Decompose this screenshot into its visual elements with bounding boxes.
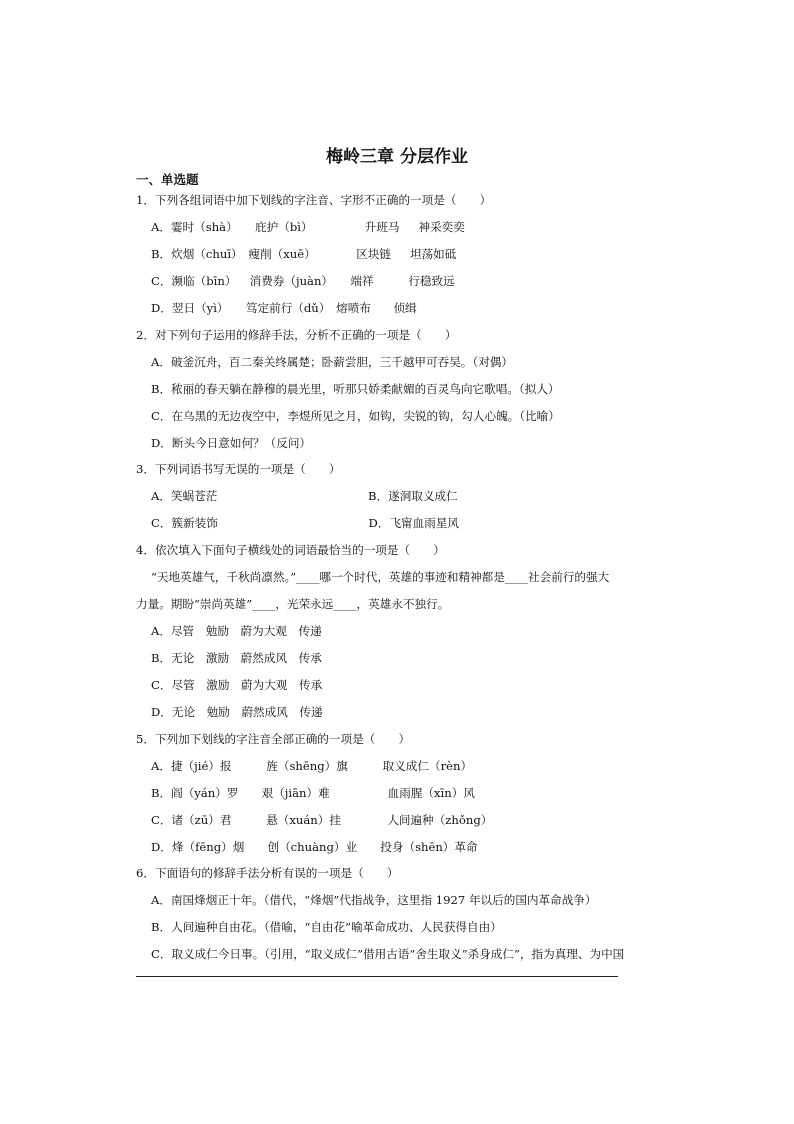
question-5-option-d: D．烽（fēng）烟 创（chuàng）业 投身（shēn）革命 bbox=[151, 840, 478, 854]
question-2-option-c: C．在乌黑的无边夜空中，李煜所见之月，如钩，尖锐的钩，勾人心魄。（比喻） bbox=[151, 409, 560, 423]
question-5-option-b: B．阎（yán）罗 艰（jiān）难 血雨腥（xīn）风 bbox=[151, 786, 475, 800]
question-4-option-d: D．无论 勉励 蔚然成风 传递 bbox=[151, 705, 323, 719]
question-4-stem: 4．依次填入下面句子横线处的词语最恰当的一项是（ ） bbox=[136, 543, 445, 557]
question-6-option-c: C．取义成仁今日事。（引用，“取义成仁”借用古语“舍生取义”杀身成仁”，指为真理、为中国 bbox=[151, 947, 625, 961]
question-2-stem: 2．对下列句子运用的修辞手法，分析不正确的一项是（ ） bbox=[136, 328, 457, 342]
question-3-stem: 3．下列词语书写无误的一项是（ ） bbox=[136, 462, 341, 476]
question-2-option-d: D．断头今日意如何？（反问） bbox=[151, 436, 312, 450]
question-4-option-a: A．尽管 勉励 蔚为大观 传递 bbox=[151, 624, 322, 638]
question-3-options-cd: C．簇新装饰 D．飞甯血雨星风 bbox=[151, 516, 460, 530]
question-1-option-d: D．翌日（yì） 笃定前行（dǔ） 熔喷布 侦缉 bbox=[151, 301, 417, 315]
section-heading: 一、单选题 bbox=[136, 172, 199, 187]
question-1-stem: 1．下列各组词语中加下划线的字注音、字形不正确的一项是（ ） bbox=[136, 193, 492, 207]
footer-divider bbox=[136, 976, 618, 977]
question-5-option-a: A．捷（jié）报 旌（shēng）旗 取义成仁（rèn） bbox=[151, 759, 473, 773]
question-4-passage-line-1: “天地英雄气，千秋尚凛然。”____哪一个时代，英雄的事迹和精神都是____社会前行的强大 bbox=[151, 570, 610, 584]
question-5-option-c: C．诸（zū）君 悬（xuán）挂 人间遍种（zhǒng） bbox=[151, 813, 493, 827]
question-1-option-b: B．炊烟（chuī） 瘦削（xuē） 区块链 坦荡如砥 bbox=[151, 247, 457, 261]
question-3-options-ab: A．笑蜗苍茫 B．遂洞取义成仁 bbox=[151, 489, 458, 503]
question-6-option-a: A．南国烽烟正十年。（借代，“烽烟”代指战争，这里指 1927 年以后的国内革命战争） bbox=[151, 893, 597, 907]
question-4-option-b: B．无论 激励 蔚然成风 传承 bbox=[151, 651, 322, 665]
page-title: 梅岭三章 分层作业 bbox=[326, 147, 468, 167]
question-5-stem: 5．下列加下划线的字注音全部正确的一项是（ ） bbox=[136, 732, 411, 746]
question-4-option-c: C．尽管 激励 蔚为大观 传承 bbox=[151, 678, 323, 692]
question-6-stem: 6．下面语句的修辞手法分析有误的一项是（ ） bbox=[136, 866, 399, 880]
question-1-option-a: A．霎时（shà） 庇护（bì） 升班马 神采奕奕 bbox=[151, 220, 465, 234]
question-6-option-b: B．人间遍种自由花。（借喻，“自由花”喻革命成功、人民获得自由） bbox=[151, 920, 502, 934]
question-1-option-c: C．濒临（bīn） 消费券（juàn） 端祥 行稳致远 bbox=[151, 274, 455, 288]
question-2-option-b: B．秾丽的春天躺在静穆的晨光里，听那只娇柔献媚的百灵鸟向它歌唱。（拟人） bbox=[151, 382, 560, 396]
question-2-option-a: A．破釜沉舟，百二秦关终属楚；卧薪尝胆，三千越甲可吞吴。（对偶） bbox=[151, 355, 513, 369]
question-4-passage-line-2: 力量。期盼“崇尚英雄”____，光荣永远____，英雄永不独行。 bbox=[136, 597, 450, 611]
